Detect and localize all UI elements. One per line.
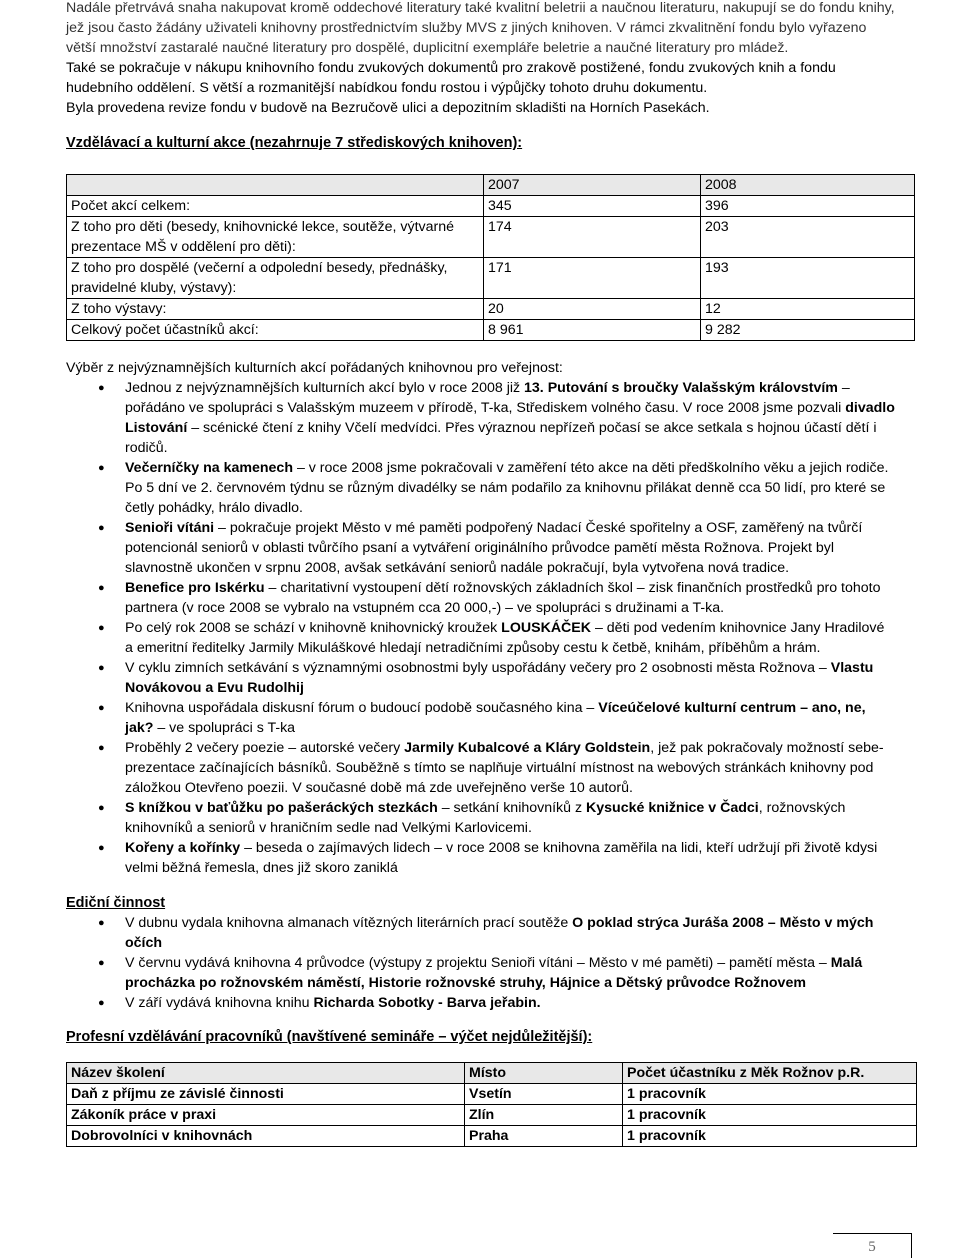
training-name: Daň z příjmu ze závislé činnosti	[67, 1084, 465, 1105]
list-item: ● V cyklu zimních setkávání s významnými osobnostmi byly uspořádány večery pro 2 osobnosti města Rožnova – Vlastu Novákovou a Evu Rudolhij	[66, 658, 896, 698]
list-item: ● Kořeny a kořínky – beseda o zajímavých lidech – v roce 2008 se knihovna zaměřila na lidi, kteří udržují při životě kdysi velmi běžná řemesla, dnes již skoro zaniklá	[66, 838, 896, 878]
table-row	[67, 217, 915, 258]
document-page	[66, 0, 896, 1147]
list-item: ● Po celý rok 2008 se schází v knihovně knihovnický kroužek LOUSKÁČEK – děti pod vedením knihovnice Jany Hradilové a emeritní ředitelky Jarmily Mikuláškové hledají netradičními způsoby cestu k četbě, knihám, příběhům a hrám.	[66, 618, 896, 658]
list-item: ● Senioři vítáni – pokračuje projekt Město v mé paměti podpořený Nadací České spořitelny a OSF, zaměřený na tvůrčí potencionál seniorů v oblasti tvůrčího psaní a vytváření originálního průvodce pamětí města Rožnova. Projekt byl slavnostně ukončen v srpnu 2008, avšak setkávání seniorů nadále pokračují, byla vytvořena nová tradice.	[66, 518, 896, 578]
header-cell: Počet účastníku z Měk Rožnov p.R.	[623, 1063, 917, 1084]
value-2008: 9 282	[701, 320, 915, 341]
section-edition-title: Ediční činnost	[66, 895, 166, 911]
table-row	[67, 196, 915, 217]
value-2008: 396	[701, 196, 915, 217]
header-cell	[67, 175, 484, 196]
table-row	[67, 320, 915, 341]
list-item: ● V dubnu vydala knihovna almanach vítězných literárních prací soutěže O poklad strýca Juráša 2008 – Město v mých očích	[66, 913, 896, 953]
value-2008: 193	[701, 258, 915, 299]
intro-paragraph-3: Byla provedena revize fondu v budově na Bezručově ulici a depozitním skladišti na Horních Pasekách.	[66, 100, 710, 116]
header-cell: 2007	[484, 175, 701, 196]
events-table-header	[67, 175, 915, 196]
list-item: ● Večerníčky na kamenech – v roce 2008 jsme pokračovali v zaměření této akce na děti předškolního věku a jejich rodiče. Po 5 dní ve 2. červnovém týdnu se různým divadélky se nám podařilo za knihovnu přilákat denně cca 50 lidí, pro které se četly pohádky, hrálo divadlo.	[66, 458, 896, 518]
list-item: ● S knížkou v baťůžku po pašeráckých stezkách – setkání knihovníků z Kysucké knižnice v Čadci, rožnovských knihovníků a seniorů v hraničním sedle nad Velkými Karlovicemi.	[66, 798, 896, 838]
list-item: ● V září vydává knihovna knihu Richarda Sobotky - Barva jeřabin.	[66, 993, 896, 1013]
table-row	[67, 258, 915, 299]
training-name: Dobrovolníci v knihovnách	[67, 1126, 465, 1147]
header-cell: Místo	[465, 1063, 623, 1084]
training-attendees: 1 pracovník	[623, 1084, 917, 1105]
training-table-header	[67, 1063, 917, 1084]
page-number: 5	[833, 1233, 912, 1258]
table-row	[67, 1084, 917, 1105]
table-row	[67, 299, 915, 320]
row-label: Z toho pro dospělé (večerní a odpolední besedy, přednášky, pravidelné kluby, výstavy):	[67, 258, 484, 299]
section-events-title: Vzdělávací a kulturní akce (nezahrnuje 7 střediskových knihoven):	[66, 135, 523, 151]
row-label: Počet akcí celkem:	[67, 196, 484, 217]
row-label: Z toho výstavy:	[67, 299, 484, 320]
value-2007: 171	[484, 258, 701, 299]
events-lead: Výběr z nejvýznamnějších kulturních akcí pořádaných knihovnou pro veřejnost:	[66, 360, 563, 376]
intro-paragraph-1: Nadále přetrvává snaha nakupovat kromě oddechové literatury také kvalitní beletrii a naučnou literaturu, nakupují se do fondu knihy, jež jsou často žádány uživateli knihovny prostřednictvím služby MVS z jiných knihoven. V rámci zkvalitnění fondu bylo vyřazeno větší množství zastaralé naučné literatury pro dospělé, duplicitní exempláře beletrie a naučné literatury pro mládež.	[66, 0, 895, 56]
header-cell: 2008	[701, 175, 915, 196]
intro-paragraph-2: Také se pokračuje v nákupu knihovního fondu zvukových dokumentů pro zrakově postižené, fondu zvukových knih a fondu hudebního oddělení. S větší a rozmanitější nabídkou fondu rostou i výpůjčky tohoto druhu dokumentu.	[66, 60, 836, 96]
value-2008: 12	[701, 299, 915, 320]
header-cell: Název školení	[67, 1063, 465, 1084]
section-training-title: Profesní vzdělávání pracovníků (navštívené semináře – výčet nejdůležitější):	[66, 1029, 593, 1045]
row-label: Celkový počet účastníků akcí:	[67, 320, 484, 341]
training-attendees: 1 pracovník	[623, 1126, 917, 1147]
value-2007: 174	[484, 217, 701, 258]
training-table	[66, 1062, 917, 1147]
training-place: Vsetín	[465, 1084, 623, 1105]
training-name: Zákoník práce v praxi	[67, 1105, 465, 1126]
table-row	[67, 1126, 917, 1147]
list-item: ● Knihovna uspořádala diskusní fórum o budoucí podobě současného kina – Víceúčelové kulturní centrum – ano, ne, jak? – ve spolupráci s T-ka	[66, 698, 896, 738]
row-label: Z toho pro děti (besedy, knihovnické lekce, soutěže, výtvarné prezentace MŠ v oddělení pro děti):	[67, 217, 484, 258]
training-attendees: 1 pracovník	[623, 1105, 917, 1126]
value-2008: 203	[701, 217, 915, 258]
table-row	[67, 1105, 917, 1126]
events-list	[66, 378, 896, 878]
list-item: ● Benefice pro Iskérku – charitativní vystoupení dětí rožnovských základních škol – zisk finančních prostředků pro tohoto partnera (v roce 2008 se vybralo na vstupném cca 20 000,-) – ve spolupráci s družinami a T-ka.	[66, 578, 896, 618]
value-2007: 8 961	[484, 320, 701, 341]
training-place: Praha	[465, 1126, 623, 1147]
value-2007: 20	[484, 299, 701, 320]
events-table	[66, 174, 915, 341]
intro-text	[66, 0, 896, 118]
list-item: ● Jednou z nejvýznamnějších kulturních akcí bylo v roce 2008 již 13. Putování s broučky Valašským královstvím – pořádáno ve spolupráci s Valašským muzeem v přírodě, T-ka, Střediskem volného času. V roce 2008 jsme pozvali divadlo Listování – scénické čtení z knihy Včelí medvídci. Přes výraznou nepřízeň počasí se akce setkala s hojnou účastí dětí i rodičů.	[66, 378, 896, 458]
value-2007: 345	[484, 196, 701, 217]
list-item: ● V červnu vydává knihovna 4 průvodce (výstupy z projektu Senioři vítáni – Město v mé paměti) – pamětí města – Malá procházka po rožnovském náměstí, Historie rožnovské struhy, Hájnice a Dětský průvodce Rožnovem	[66, 953, 896, 993]
list-item: ● Proběhly 2 večery poezie – autorské večery Jarmily Kubalcové a Kláry Goldstein, jež pak pokračovaly možností sebe-prezentace začínajících básníků. Souběžně s tímto se naplňuje virtuální místnost na webových stránkách knihovny pod záložkou Otevřeno poezii. V současné době má zde uveřejněno verše 10 autorů.	[66, 738, 896, 798]
training-place: Zlín	[465, 1105, 623, 1126]
edition-list	[66, 913, 896, 1013]
